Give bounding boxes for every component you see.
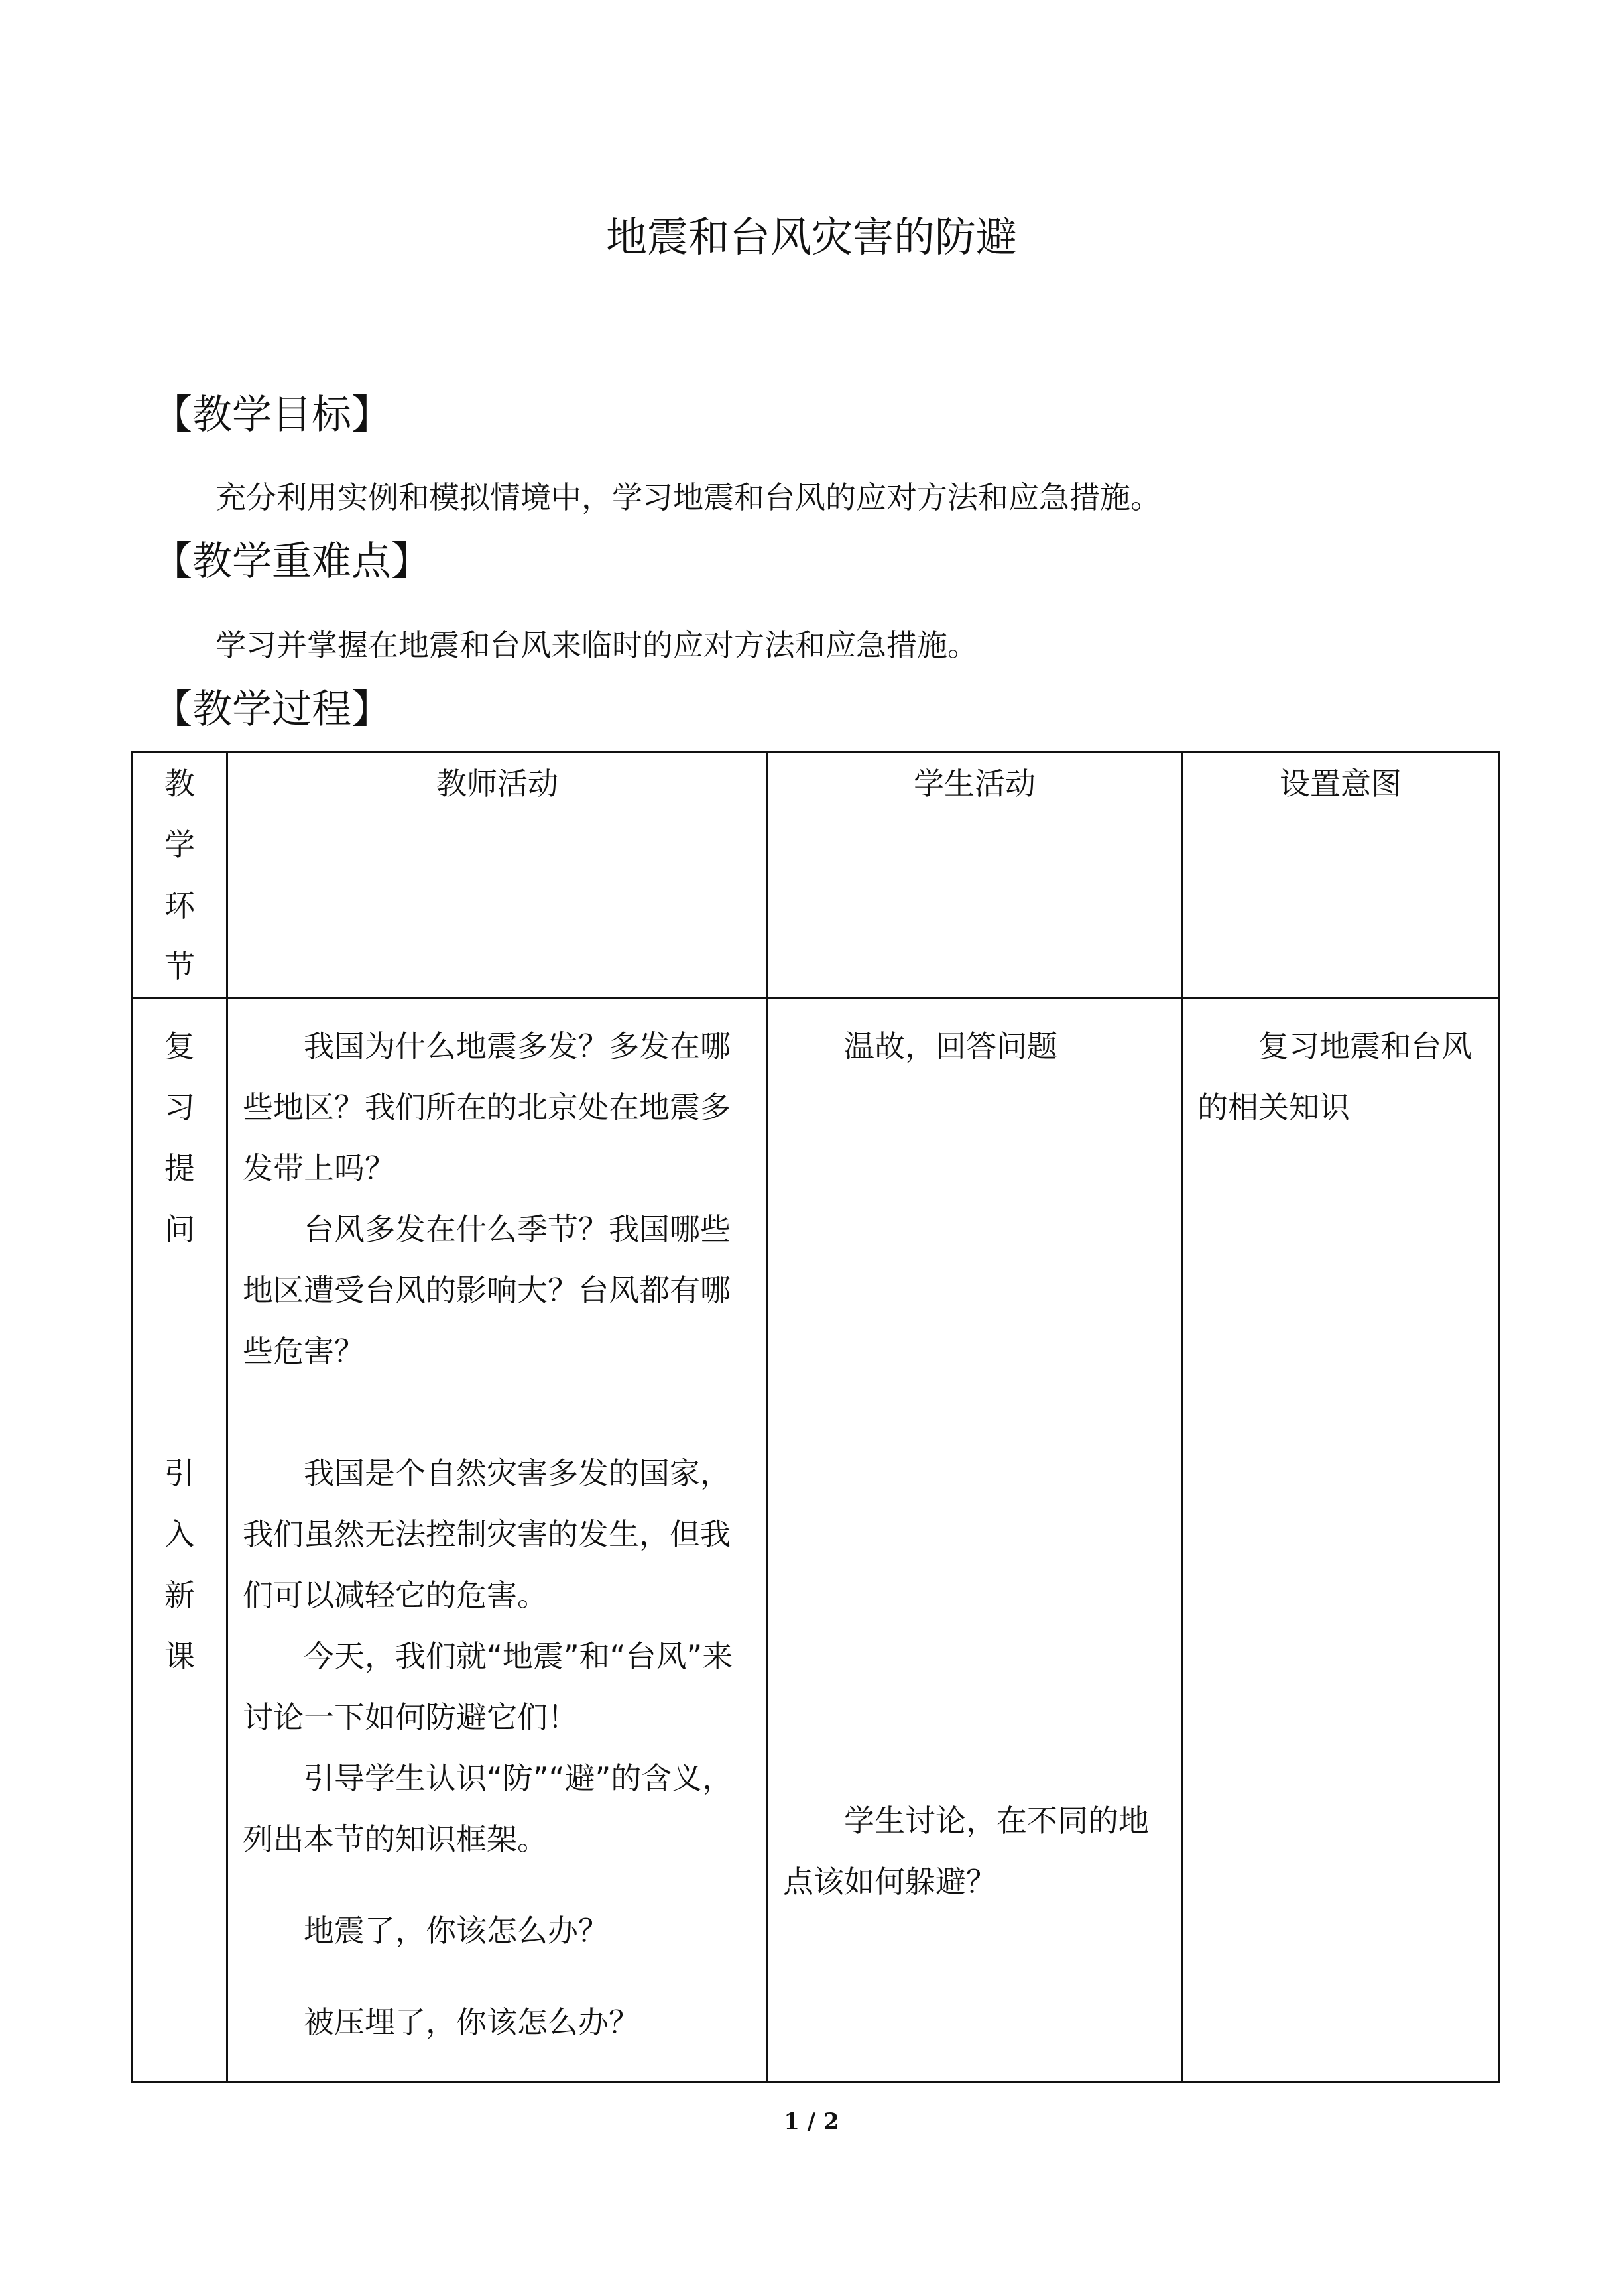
teacher-review-question-2: 台风多发在什么季节？我国哪些地区遭受台风的影响大？台风都有哪些危害？: [243, 1211, 731, 1369]
header-stage-char: 环: [164, 888, 195, 924]
header-teacher-activity: 教师活动: [227, 753, 768, 998]
stage-review-char: 复: [164, 1028, 195, 1064]
stage-intro-char: 入: [164, 1516, 195, 1552]
teacher-question-buried: 被压埋了，你该怎么办？: [304, 2004, 639, 2040]
header-intent: 设置意图: [1182, 753, 1500, 998]
teacher-intro-text-1: 我国是个自然灾害多发的国家，我们虽然无法控制灾害的发生，但我们可以减轻它的危害。: [243, 1455, 731, 1613]
page-number: 1 / 2: [784, 2108, 839, 2135]
header-stage-char: 教: [164, 766, 195, 802]
table-header-row: [133, 753, 1500, 998]
stage-review-char: 提: [164, 1150, 195, 1186]
teacher-question-earthquake: 地震了，你该怎么办？: [304, 1913, 609, 1949]
process-heading: 【教学过程】: [152, 686, 391, 733]
intent-cell: [1182, 998, 1500, 2082]
stage-review-char: 习: [164, 1089, 195, 1125]
student-activity-cell: [768, 998, 1182, 2082]
intent-review: 复习地震和台风的相关知识: [1197, 1028, 1472, 1125]
stage-intro-char: 课: [164, 1638, 195, 1674]
teaching-process-table: [131, 751, 1500, 2083]
page-title: 地震和台风灾害的防避: [605, 213, 1017, 261]
header-stage-char: 节: [164, 949, 195, 985]
table-row: [133, 998, 1500, 2082]
student-review-answer: 温故，回答问题: [844, 1028, 1057, 1064]
key-points-heading: 【教学重难点】: [152, 538, 431, 585]
header-stage-char: 学: [164, 827, 195, 863]
stage-intro-char: 引: [164, 1455, 195, 1491]
teacher-review-question-1: 我国为什么地震多发？多发在哪些地区？我们所在的北京处在地震多发带上吗？: [243, 1028, 731, 1186]
teacher-activity-cell: [227, 998, 768, 2082]
student-discussion: 学生讨论，在不同的地点该如何躲避？: [783, 1803, 1149, 1900]
stage-review-char: 问: [164, 1211, 195, 1247]
teacher-intro-text-2: 今天，我们就“地震”和“台风”来讨论一下如何防避它们！: [243, 1638, 733, 1735]
header-student-activity: 学生活动: [768, 753, 1182, 998]
stage-intro-char: 新: [164, 1577, 195, 1613]
teacher-intro-text-3: 引导学生认识“防”“避”的含义，列出本节的知识框架。: [243, 1760, 733, 1857]
key-points-text: 学习并掌握在地震和台风来临时的应对方法和应急措施。: [215, 627, 978, 663]
stage-cell: [133, 998, 227, 2082]
objectives-heading: 【教学目标】: [152, 392, 391, 438]
objectives-text: 充分利用实例和模拟情境中，学习地震和台风的应对方法和应急措施。: [215, 479, 1161, 515]
header-stage: [133, 753, 227, 998]
